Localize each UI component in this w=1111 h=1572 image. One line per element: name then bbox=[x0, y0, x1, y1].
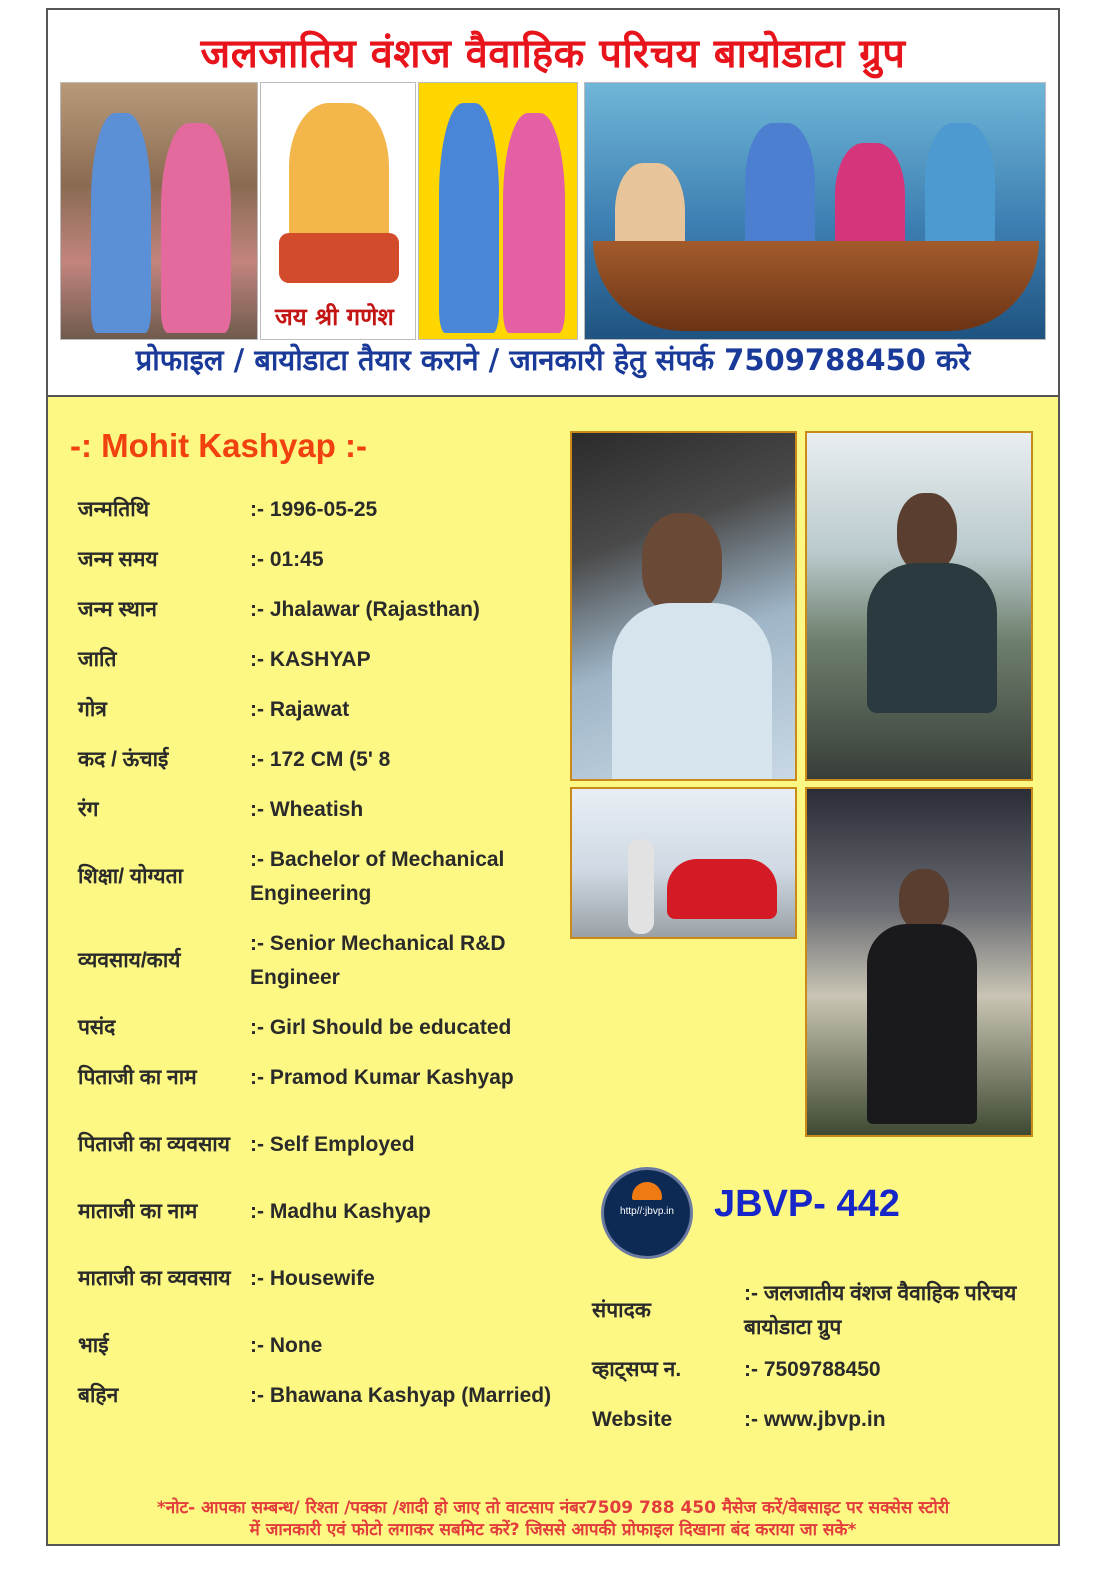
logo-text: http//:jbvp.in bbox=[620, 1206, 674, 1217]
row-complexion bbox=[78, 785, 588, 835]
row-label: पिताजी का व्यवसाय bbox=[78, 1133, 230, 1156]
note-line-2: में जानकारी एवं फोटो लगाकर सबमिट करें? जिससे आपकी प्रोफाइल दिखाना बंद कराया जा सके* bbox=[249, 1520, 857, 1540]
row-label: गोत्र bbox=[78, 698, 107, 721]
row-whatsapp bbox=[592, 1345, 1042, 1395]
row-height bbox=[78, 735, 588, 785]
row-label: जाति bbox=[78, 648, 117, 671]
row-label: रंग bbox=[78, 798, 99, 821]
jbvp-logo bbox=[601, 1167, 693, 1259]
row-sister bbox=[78, 1371, 588, 1421]
deity-image-ram-sita-yellow bbox=[418, 82, 578, 340]
row-mother-name bbox=[78, 1187, 588, 1237]
profile-code: JBVP- 442 bbox=[714, 1183, 900, 1225]
deity-image-ram-sita bbox=[60, 82, 258, 340]
row-value: :- जलजातीय वंशज वैवाहिक परिचय बायोडाटा ग्रुप bbox=[744, 1282, 1017, 1339]
row-label: जन्म समय bbox=[78, 548, 158, 571]
row-value: :- Bachelor of Mechanical Engineering bbox=[250, 848, 505, 905]
contact-line: प्रोफाइल / बायोडाटा तैयार कराने / जानकारी हेतु संपर्क 7509788450 करे bbox=[135, 343, 971, 377]
banner-title: जलजातिय वंशज वैवाहिक परिचय बायोडाटा ग्रुप bbox=[200, 31, 906, 77]
deity-label: जय श्री गणेश bbox=[275, 303, 394, 331]
row-birth-time bbox=[78, 535, 588, 585]
note-line-1: *नोट- आपका सम्बन्ध/ रिश्ता /पक्का /शादी हो जाए तो वाटसाप नंबर7509 788 450 मैसेज करें/वेबसाइट पर सक्सेस स्टोरी bbox=[156, 1498, 950, 1518]
deity-image-ganesh bbox=[260, 82, 416, 340]
row-value: :- Housewife bbox=[250, 1267, 375, 1290]
row-value: :- www.jbvp.in bbox=[744, 1408, 886, 1431]
row-label: भाई bbox=[78, 1334, 109, 1357]
row-label: पसंद bbox=[78, 1016, 116, 1039]
main-panel bbox=[48, 397, 1058, 1544]
row-label: Website bbox=[592, 1408, 673, 1431]
profile-details bbox=[78, 485, 588, 1421]
row-label: व्हाट्सप्प न. bbox=[592, 1358, 682, 1381]
row-editor bbox=[592, 1277, 1042, 1345]
row-label: शिक्षा/ योग्यता bbox=[78, 865, 183, 888]
banner bbox=[48, 10, 1058, 397]
row-label: कद / ऊंचाई bbox=[78, 748, 169, 771]
name-heading: -: Mohit Kashyap :- bbox=[70, 427, 367, 464]
row-value: :- 7509788450 bbox=[744, 1358, 881, 1381]
row-value: :- Senior Mechanical R&D Engineer bbox=[250, 932, 506, 989]
row-label: बहिन bbox=[78, 1384, 119, 1407]
row-father-name bbox=[78, 1053, 588, 1103]
row-brother bbox=[78, 1321, 588, 1371]
row-label: पिताजी का नाम bbox=[78, 1066, 197, 1089]
row-value: :- None bbox=[250, 1334, 323, 1357]
row-birth-place bbox=[78, 585, 588, 635]
row-gotra bbox=[78, 685, 588, 735]
deity-image-boat-scene bbox=[584, 82, 1046, 340]
row-label: माताजी का नाम bbox=[78, 1200, 198, 1223]
row-value: :- Girl Should be educated bbox=[250, 1016, 512, 1039]
row-value: :- Bhawana Kashyap (Married) bbox=[250, 1384, 552, 1407]
row-occupation bbox=[78, 919, 588, 1003]
row-value: :- Madhu Kashyap bbox=[250, 1200, 431, 1223]
footer-note bbox=[48, 1497, 1058, 1541]
row-website bbox=[592, 1395, 1042, 1445]
profile-photo-night bbox=[805, 787, 1033, 1137]
row-value: :- Rajawat bbox=[250, 698, 350, 721]
row-value: :- 01:45 bbox=[250, 548, 324, 571]
row-value: :- 172 CM (5' 8 bbox=[250, 748, 391, 771]
row-caste bbox=[78, 635, 588, 685]
profile-photo-car bbox=[570, 431, 797, 781]
editor-details bbox=[592, 1277, 1042, 1445]
row-value: :- 1996-05-25 bbox=[250, 498, 378, 521]
row-education bbox=[78, 835, 588, 919]
row-father-occupation bbox=[78, 1103, 588, 1187]
row-value: :- Pramod Kumar Kashyap bbox=[250, 1066, 514, 1089]
row-value: :- KASHYAP bbox=[250, 648, 371, 671]
row-preference bbox=[78, 1003, 588, 1053]
row-dob bbox=[78, 485, 588, 535]
profile-photo-cafe bbox=[805, 431, 1033, 781]
profile-photo-red-car bbox=[570, 787, 797, 939]
row-value: :- Self Employed bbox=[250, 1133, 415, 1156]
row-label: जन्म स्थान bbox=[78, 598, 157, 621]
row-label: माताजी का व्यवसाय bbox=[78, 1267, 231, 1290]
row-label: जन्मतिथि bbox=[78, 498, 150, 521]
row-mother-occupation bbox=[78, 1237, 588, 1321]
row-label: संपादक bbox=[592, 1299, 651, 1322]
row-value: :- Wheatish bbox=[250, 798, 364, 821]
row-label: व्यवसाय/कार्य bbox=[78, 949, 181, 972]
row-value: :- Jhalawar (Rajasthan) bbox=[250, 598, 480, 621]
